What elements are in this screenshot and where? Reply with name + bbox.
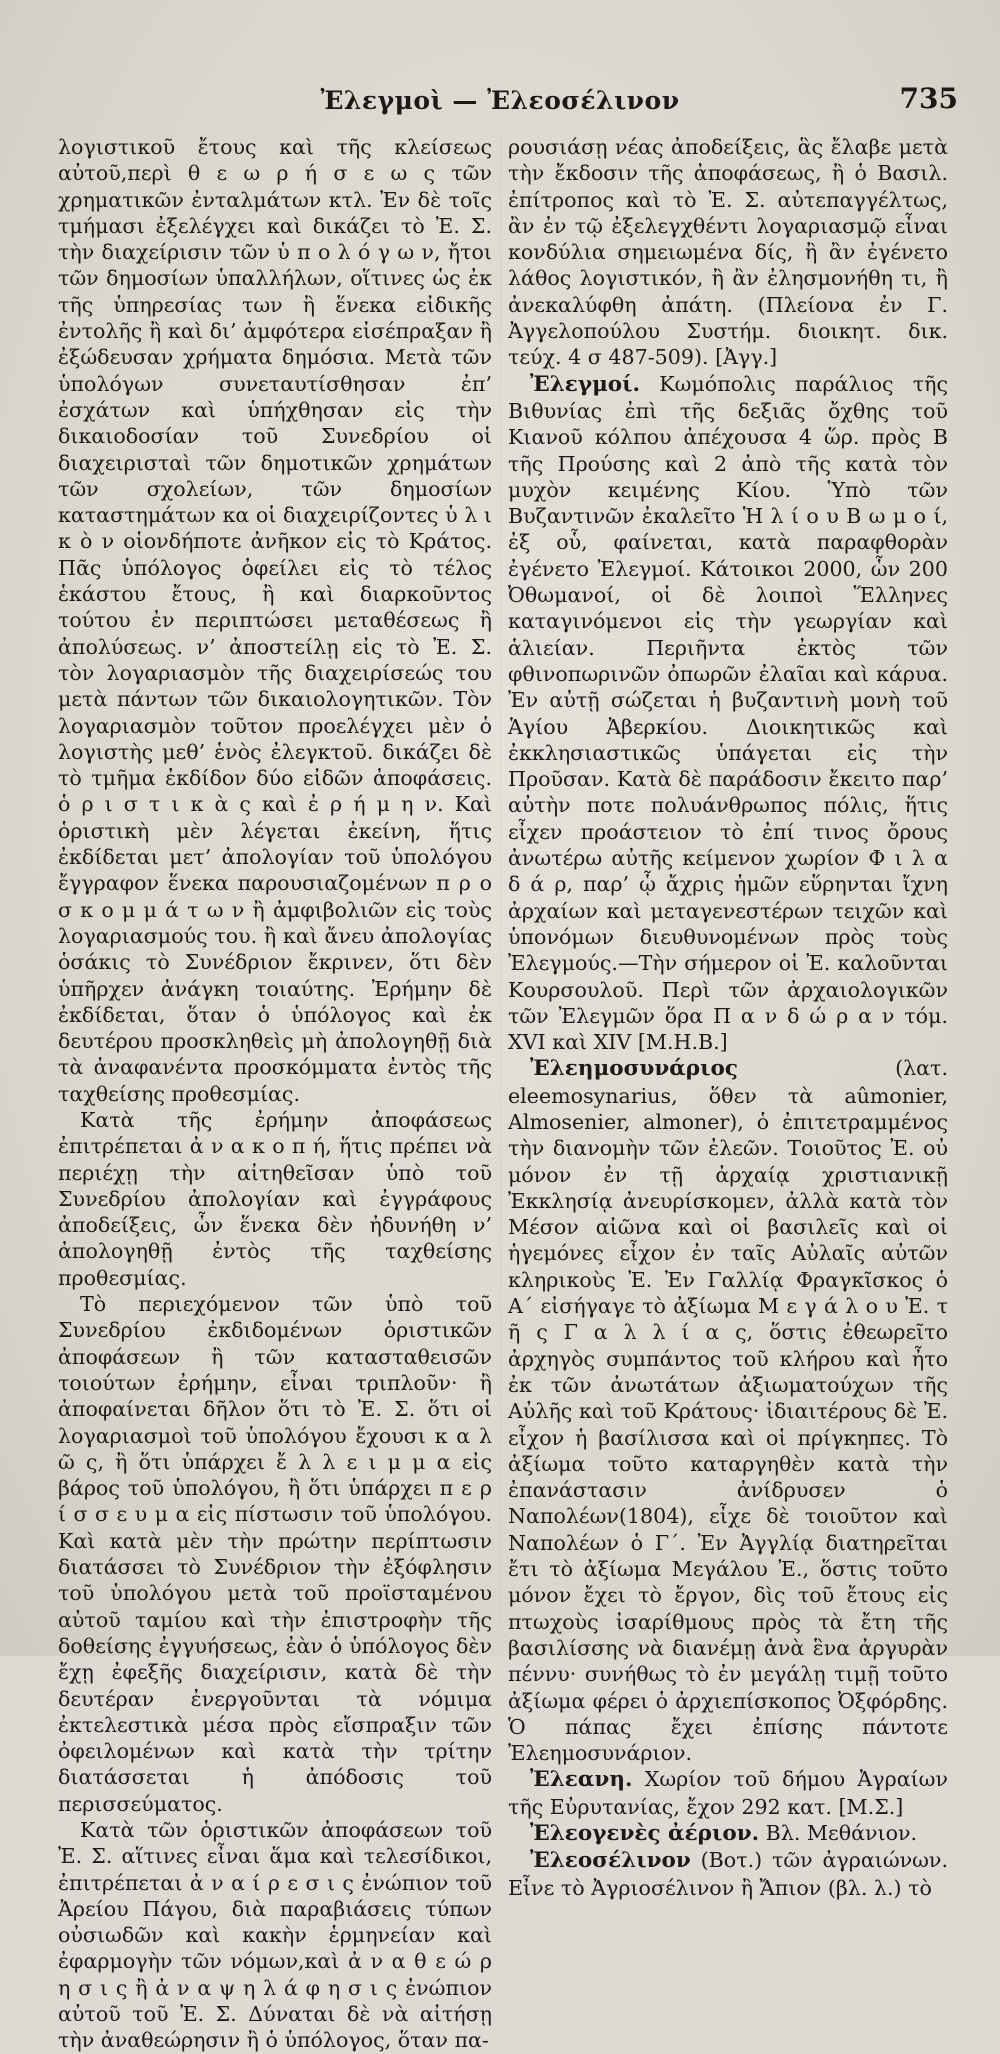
headword: Ἐλεογενὲς ἀέριον. [530, 1821, 760, 1846]
headword: Ἐλεγμοί. [530, 371, 641, 397]
entry-text: Χωρίον τοῦ δήμου Ἀγραίων τῆς Εὐρυτανίας, ἔχον 292 κατ. [Μ.Σ.] [508, 1767, 948, 1819]
headword: Ἐλεημοσυνάριος [530, 1056, 738, 1082]
entry-eleoselinon [508, 1847, 948, 1901]
entry-text: Κωμόπολις παράλιος τῆς Βιθυνίας ἐπὶ τῆς δεξιᾶς ὄχθης τοῦ Κιανοῦ κόλπου ἀπέχουσα 4 ὥρ. πρὸς Β τῆς Προύσης καὶ 2 ἀπὸ τῆς κατὰ τὸν μυχὸν κειμένης Κίου. Ὑπὸ τῶν Βυζαντινῶν ἐκαλεῖτο Ἡ λ ί ο υ Β ω μ ο ί, ἐξ οὗ, φαίνεται, κατὰ παραφθορὰν ἐγένετο Ἐλεγμοί. Κάτοικοι 2000, ὧν 200 Ὀθωμανοί, οἱ δὲ λοιποὶ Ἕλληνες καταγινόμενοι εἰς τὴν γεωργίαν καὶ ἁλιείαν. Περιῆντα ἐκτὸς τῶν φθινοπωρινῶν ὀπωρῶν ἐλαῖαι καὶ κάρυα. Ἐν αὐτῇ σώζεται ἡ βυζαντινὴ μονὴ τοῦ Ἁγίου Ἀβερκίου. Διοικητικῶς καὶ ἐκκλησιαστικῶς ὑπάγεται εἰς τὴν Προῦσαν. Κατὰ δὲ παράδοσιν ἔκειτο παρ’ αὐτὴν ποτε πολυάνθρωπος πόλις, ἥτις εἶχεν προάστειον τὸ ἐπί τινος ὄρους ἀνωτέρω αὐτῆς κείμενον χωρίον Φ ι λ α δ ά ρ, παρ’ ᾧ ἄχρις ἡμῶν εὕρηνται ἴχνη ἀρχαίων καὶ μεταγενεστέρων τειχῶν καὶ ὑπονόμων διευθυνομένων πρὸς τοὺς Ἐλεγμούς.—Τὴν σήμερον οἱ Ἐ. καλοῦνται Κουρσουλοῦ. Περὶ τῶν ἀρχαιολογικῶν τῶν Ἐλεγμῶν ὅρα Π α ν δ ώ ρ α ν τόμ. XVI καὶ XIV [Μ.Η.Β.] [508, 371, 948, 1055]
entry-eleani [508, 1766, 948, 1820]
entry-elegmoi [508, 371, 948, 1056]
left-column [58, 134, 492, 2054]
entry-eleogenes-aerion [508, 1820, 948, 1847]
headword: Ἐλεανη. [530, 1767, 633, 1793]
paragraph: Τὸ περιεχόμενον τῶν ὑπὸ τοῦ Συνεδρίου ἐκδιδομένων ὁριστικῶν ἀποφάσεων ἢ τῶν κατασταθεισῶν τοιούτων ἐρήμην, εἶναι τριπλοῦν· ἢ ἀποφαίνεται δῆλον ὅτι τὸ Ἐ. Σ. ὅτι οἱ λογαριασμοὶ τοῦ ὑπολόγου ἔχουσι κ α λ ῶ ς, ἢ ὅτι ὑπάρχει ἔ λ λ ε ι μ μ α εἰς βάρος τοῦ ὑπολόγου, ἢ ὅτι ὑπάρχει π ε ρ ί σ σ ε υ μ α εἰς πίστωσιν τοῦ ὑπολόγου. Καὶ κατὰ μὲν τὴν πρώτην περίπτωσιν διατάσσει τὸ Συνέδριον τὴν ἐξόφλησιν τοῦ ὑπολόγου μετὰ τοῦ προϊσταμένου αὐτοῦ ταμίου καὶ τὴν ἐπιστροφὴν τῆς δοθείσης ἐγγυήσεως, ἐὰν ὁ ὑπόλογος δὲν ἔχῃ ἐφεξῆς διαχείρισιν, κατὰ δὲ τὴν δευτέραν ἐνεργοῦνται τὰ νόμιμα ἐκτελεστικὰ μέσα πρὸς εἴσπραξιν τῶν ὀφειλομένων καὶ κατὰ τὴν τρίτην διατάσσεται ἡ ἀπόδοσις τοῦ περισσεύματος. [58, 1292, 492, 1816]
paragraph: Κατὰ τῶν ὁριστικῶν ἀποφάσεων τοῦ Ἐ. Σ. αἵτινες εἶναι ἅμα καὶ τελεσίδικοι, ἐπιτρέπεται ἀ ν α ί ρ ε σ ι ς ἐνώπιον τοῦ Ἀρείου Πάγου, διὰ παραβιάσεις τύπων οὐσιωδῶν καὶ κακὴν ἑρμηνείαν καὶ ἐφαρμογὴν τῶν νόμων,καὶ ἀ ν α θ ε ώ ρ η σ ι ς ἢ ἀ ν α ψ η λ ά φ η σ ι ς ἐνώπιον αὐτοῦ τοῦ Ἐ. Σ. Δύναται δὲ νὰ αἰτήσῃ τὴν ἀναθεώρησιν ἢ ὁ ὑπόλογος, ὅταν πα- [58, 1818, 492, 2053]
headword: Ἐλεοσέλινον [530, 1848, 691, 1874]
page-number: 735 [899, 82, 958, 115]
paragraph: Κατὰ τῆς ἐρήμην ἀποφάσεως ἐπιτρέπεται ἀ ν α κ ο π ή, ἥτις πρέπει νὰ περιέχῃ τὴν αἰτηθεῖσαν ὑπὸ τοῦ Συνεδρίου ἀπολογίαν καὶ ἐγγράφους ἀποδείξεις, ὧν ἕνεκα δὲν ἠδυνήθη ν’ ἀπολογηθῇ ἐντὸς τῆς ταχθείσης προθεσμίας. [58, 1107, 492, 1290]
entry-text: (Βοτ.) τῶν ἀγραιώνων. Εἶνε τὸ Ἀγριοσέλινον ἢ Ἄπιον (βλ. λ.) τὸ [508, 1848, 948, 1900]
entry-text: Βλ. Μεθάνιον. [765, 1821, 918, 1845]
entry-eleimosynarios [508, 1055, 948, 1766]
page-header [0, 82, 1000, 122]
paragraph: λογιστικοῦ ἔτους καὶ τῆς κλείσεως αὐτοῦ,περὶ θ ε ω ρ ή σ ε ω ς τῶν χρηματικῶν ἐνταλμάτων κτλ. Ἐν δὲ τοῖς τμήμασι ἐξελέγχει καὶ δικάζει τὸ Ἐ. Σ. τὴν διαχείρισιν τῶν ὑ π ο λ ό γ ω ν, ἤτοι τῶν δημοσίων ὑπαλλήλων, οἵτινες ὡς ἐκ τῆς ὑπηρεσίας των ἢ ἕνεκα εἰδικῆς ἐντολῆς ἢ καὶ δι’ ἀμφότερα εἰσέπραξαν ἢ ἐξώδευσαν χρήματα δημόσια. Μετὰ τῶν ὑπολόγων συνεταυτίσθησαν ἐπ’ ἐσχάτων καὶ ὑπήχθησαν εἰς τὴν δικαιοδοσίαν τοῦ Συνεδρίου οἱ διαχειρισταὶ τῶν δημοτικῶν χρημάτων τῶν σχολείων, τῶν δημοσίων καταστημάτων κα οἱ διαχειρίζοντες ὑ λ ι κ ὸ ν οἱονδήποτε ἀνῆκον εἰς τὸ Κράτος. Πᾶς ὑπόλογος ὀφείλει εἰς τὸ τέλος ἑκάστου ἔτους, ἢ καὶ διαρκοῦντος τούτου ἐν περιπτώσει μεταθέσεως ἢ ἀπολύσεως. ν’ ἀποστείλῃ εἰς τὸ Ἐ. Σ. τὸν λογαριασμὸν τῆς διαχειρίσεώς του μετὰ πάντων τῶν δικαιολογητικῶν. Τὸν λογαριασμὸν τοῦτον προελέγχει μὲν ὁ λογιστὴς μεθ’ ἑνὸς ἐλεγκτοῦ. δικάζει δὲ τὸ τμῆμα ἐκδίδον δύο εἰδῶν ἀποφάσεις. ὁ ρ ι σ τ ι κ ὰ ς καὶ ἐ ρ ή μ η ν. Καὶ ὁριστικὴ μὲν λέγεται ἐκείνη, ἥτις ἐκδίδεται μετ’ ἀπολογίαν τοῦ ὑπολόγου ἔγγραφον ἕνεκα παρουσιαζομένων π ρ ο σ κ ο μ μ ά τ ω ν ἢ ἀμφιβολιῶν εἰς τοὺς λογαριασμούς του. ἢ καὶ ἄνευ ἀπολογίας ὁσάκις τὸ Συνέδριον ἔκρινεν, ὅτι δὲν ὑπῆρχεν ἀνάγκη τοιαύτης. Ἐρήμην δὲ ἐκδίδεται, ὅταν ὁ ὑπόλογος καὶ ἐκ δευτέρου προσκληθεὶς μὴ ἀπολογηθῇ διὰ τὰ ἀναφανέντα προσκόμματα ἐντὸς τῆς ταχθείσης προθεσμίας. [58, 135, 492, 1106]
column-divider [500, 134, 501, 1624]
continuation-paragraph: ρουσιάσῃ νέας ἀποδείξεις, ἃς ἔλαβε μετὰ τὴν ἔκδοσιν τῆς ἀποφάσεως, ἢ ὁ Βασιλ. ἐπίτροπος καὶ τὸ Ἐ. Σ. αὐτεπαγγέλτως, ἂν ἐν τῷ ἐξελεγχθέντι λογαριασμῷ εἶναι κονδύλια σημειωμένα δίς, ἢ ἂν ἐγένετο λάθος λογιστικόν, ἢ ἂν ἐλησμονήθη τι, ἢ ἀνεκαλύφθη ἀπάτη. (Πλείονα ἐν Γ. Ἀγγελοπούλου Συστήμ. διοικητ. δικ. τεύχ. 4 σ 487-509). [Ἀγγ.] [508, 135, 948, 370]
entry-text: (λατ. eleemosynarius, ὅθεν τὰ aûmonier, Almosenier, almoner), ὁ ἐπιτετραμμένος τὴν διανομὴν τῶν ἐλεῶν. Τοιοῦτος Ἐ. οὐ μόνον ἐν τῇ ἀρχαίᾳ χριστιανικῇ Ἐκκλησίᾳ ἀνευρίσκομεν, ἀλλὰ κατὰ τὸν Μέσον αἰῶνα καὶ οἱ βασιλεῖς καὶ οἱ ἡγεμόνες εἶχον ἐν ταῖς Αὐλαῖς αὐτῶν κληρικοὺς Ἐ. Ἐν Γαλλίᾳ Φραγκῖσκος ὁ Α΄ εἰσήγαγε τὸ ἀξίωμα Μ ε γ ά λ ο υ Ἐ. τ ῆ ς Γ α λ λ ί α ς, ὅστις ἐθεωρεῖτο ἀρχηγὸς συμπάντος τοῦ κλήρου καὶ ἦτο ἐκ τῶν ἀνωτάτων ἀξιωματούχων τῆς Αὐλῆς καὶ τοῦ Κράτους· ἰδιαιτέρους δὲ Ἐ. εἶχον ἡ βασίλισσα καὶ οἱ πρίγκηπες. Τὸ ἀξίωμα τοῦτο καταργηθὲν κατὰ τὴν ἐπανάστασιν ἀνίδρυσεν ὁ Ναπολέων(1804), εἶχε δὲ τοιοῦτον καὶ Ναπολέων ὁ Γ΄. Ἐν Ἀγγλίᾳ διατηρεῖται ἔτι τὸ ἀξίωμα Μεγάλου Ἐ., ὅστις τοῦτο μόνον ἔχει τὸ ἔργον, δὶς τοῦ ἔτους εἰς πτωχοὺς ἰσαρίθμους πρὸς τὰ ἔτη τῆς βασιλίσσης νὰ διανέμῃ ἀνὰ ἓνα ἀργυρὰν πέννυ· συνήθως τὸ ἐν μεγάλῃ τιμῇ τοῦτο ἀξίωμα φέρει ὁ ἀρχιεπίσκοπος Ὀξφόρδης. Ὁ πάπας ἔχει ἐπίσης πάντοτε Ἐλεημοσυνάριον. [508, 1056, 948, 1766]
running-title: Ἐλεγμοὶ — Ἐλεοσέλινον [320, 86, 680, 115]
right-column [508, 134, 948, 1901]
